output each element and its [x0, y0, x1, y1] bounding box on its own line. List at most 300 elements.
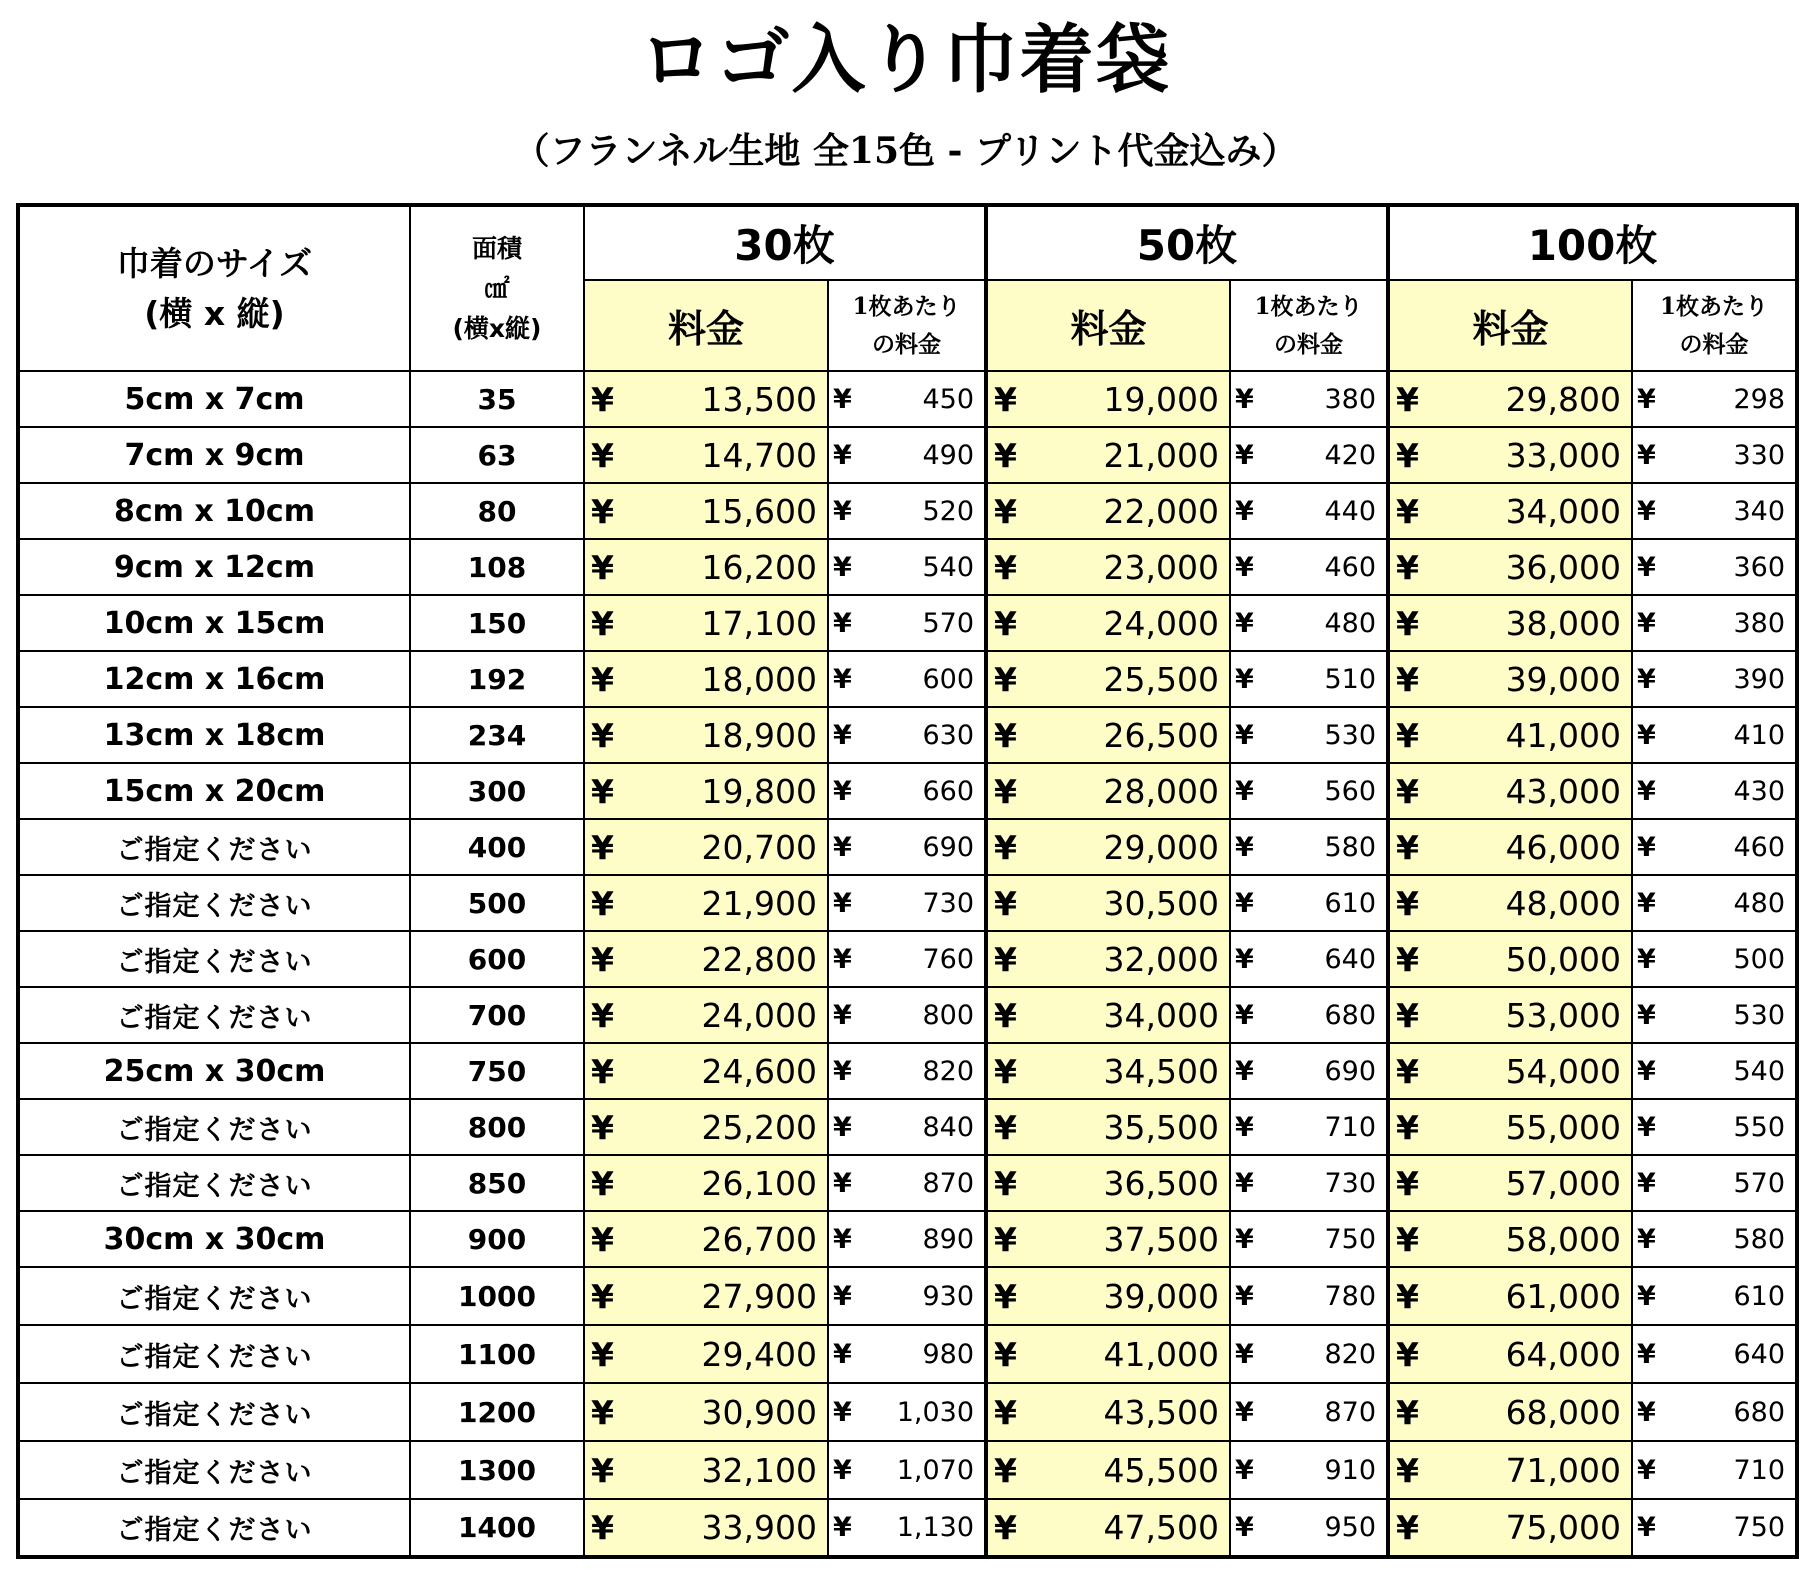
yen-symbol: ¥	[994, 491, 1017, 531]
cell-unit-price-30	[828, 1099, 986, 1155]
fee-value: 18,000	[701, 659, 817, 699]
header-area-line2: ㎠	[484, 273, 510, 303]
yen-symbol: ¥	[994, 715, 1017, 755]
fee-value: 26,700	[701, 1219, 817, 1259]
cell-fee-30	[584, 819, 828, 875]
cell-area: 300	[410, 763, 584, 819]
cell-size: 15cm x 20cm	[18, 763, 410, 819]
cell-fee-30	[584, 539, 828, 595]
cell-fee-50	[986, 1441, 1230, 1499]
cell-unit-price-50	[1230, 1211, 1388, 1267]
cell-area: 1000	[410, 1267, 584, 1325]
cell-unit-price-30	[828, 819, 986, 875]
fee-value: 16,200	[701, 547, 817, 587]
unit-price-value: 1,030	[896, 1396, 975, 1428]
unit-price-value: 840	[922, 1111, 975, 1143]
table-row	[18, 539, 1797, 595]
yen-symbol: ¥	[833, 831, 852, 863]
cell-area: 850	[410, 1155, 584, 1211]
yen-symbol: ¥	[591, 827, 614, 867]
cell-fee-50	[986, 371, 1230, 427]
yen-symbol: ¥	[591, 1163, 614, 1203]
yen-symbol: ¥	[591, 1450, 614, 1490]
fee-value: 53,000	[1505, 995, 1622, 1035]
fee-value: 34,500	[1103, 1051, 1220, 1091]
header-size-line1: 巾着のサイズ	[116, 243, 313, 283]
unit-price-value: 610	[1733, 1280, 1786, 1312]
unit-price-value: 550	[1733, 1111, 1786, 1143]
unit-price-value: 640	[1324, 943, 1377, 975]
yen-symbol: ¥	[1396, 379, 1419, 419]
yen-symbol: ¥	[1396, 1219, 1419, 1259]
cell-fee-50	[986, 427, 1230, 483]
yen-symbol: ¥	[833, 1167, 852, 1199]
cell-fee-100	[1388, 1211, 1632, 1267]
yen-symbol: ¥	[1396, 659, 1419, 699]
unit-price-value: 730	[922, 887, 975, 919]
table-row	[18, 819, 1797, 875]
cell-unit-price-50	[1230, 595, 1388, 651]
cell-fee-100	[1388, 1499, 1632, 1557]
cell-unit-price-30	[828, 763, 986, 819]
header-area-line1: 面積	[471, 233, 522, 263]
yen-symbol: ¥	[1235, 1396, 1254, 1428]
yen-symbol: ¥	[1637, 439, 1656, 471]
fee-value: 36,500	[1103, 1163, 1220, 1203]
cell-unit-price-30	[828, 427, 986, 483]
yen-symbol: ¥	[1235, 551, 1254, 583]
cell-fee-30	[584, 1499, 828, 1557]
yen-symbol: ¥	[1235, 1167, 1254, 1199]
yen-symbol: ¥	[1235, 1111, 1254, 1143]
unit-price-value: 680	[1733, 1396, 1786, 1428]
fee-value: 32,100	[701, 1450, 817, 1490]
yen-symbol: ¥	[833, 1512, 852, 1543]
cell-unit-price-100	[1632, 483, 1797, 539]
cell-area: 1200	[410, 1383, 584, 1441]
yen-symbol: ¥	[994, 1334, 1017, 1374]
cell-unit-price-30	[828, 651, 986, 707]
yen-symbol: ¥	[1637, 1280, 1656, 1312]
fee-value: 25,500	[1103, 659, 1220, 699]
cell-unit-price-50	[1230, 651, 1388, 707]
yen-symbol: ¥	[1396, 715, 1419, 755]
table-row	[18, 1043, 1797, 1099]
yen-symbol: ¥	[1235, 831, 1254, 863]
cell-fee-50	[986, 1043, 1230, 1099]
yen-symbol: ¥	[591, 379, 614, 419]
fee-value: 30,900	[701, 1392, 817, 1432]
fee-value: 41,000	[1103, 1334, 1220, 1374]
table-row	[18, 1325, 1797, 1383]
header-unit-100	[1632, 280, 1797, 371]
cell-fee-30	[584, 1043, 828, 1099]
yen-symbol: ¥	[1637, 1223, 1656, 1255]
yen-symbol: ¥	[1235, 1512, 1254, 1543]
cell-fee-100	[1388, 707, 1632, 763]
cell-unit-price-30	[828, 1325, 986, 1383]
fee-value: 36,000	[1505, 547, 1622, 587]
table-row	[18, 707, 1797, 763]
yen-symbol: ¥	[1637, 719, 1656, 751]
cell-fee-100	[1388, 1099, 1632, 1155]
header-qty-100: 100枚	[1388, 205, 1797, 280]
yen-symbol: ¥	[1396, 547, 1419, 587]
cell-unit-price-100	[1632, 1155, 1797, 1211]
cell-size: ご指定ください	[18, 931, 410, 987]
fee-value: 43,500	[1103, 1392, 1220, 1432]
cell-fee-30	[584, 1211, 828, 1267]
cell-fee-30	[584, 707, 828, 763]
header-fee-100: 料金	[1388, 280, 1632, 371]
yen-symbol: ¥	[591, 1107, 614, 1147]
cell-unit-price-100	[1632, 987, 1797, 1043]
table-row	[18, 931, 1797, 987]
unit-price-value: 330	[1733, 439, 1786, 471]
cell-unit-price-30	[828, 539, 986, 595]
cell-size: ご指定ください	[18, 1383, 410, 1441]
cell-unit-price-50	[1230, 1499, 1388, 1557]
cell-size: ご指定ください	[18, 1267, 410, 1325]
cell-unit-price-50	[1230, 1155, 1388, 1211]
fee-value: 39,000	[1505, 659, 1622, 699]
yen-symbol: ¥	[1396, 1334, 1419, 1374]
fee-value: 27,900	[701, 1276, 817, 1316]
cell-fee-30	[584, 483, 828, 539]
unit-price-value: 490	[922, 439, 975, 471]
unit-price-value: 530	[1324, 719, 1377, 751]
yen-symbol: ¥	[833, 439, 852, 471]
cell-size: 9cm x 12cm	[18, 539, 410, 595]
fee-value: 24,000	[701, 995, 817, 1035]
cell-fee-50	[986, 1325, 1230, 1383]
cell-fee-50	[986, 1099, 1230, 1155]
yen-symbol: ¥	[994, 659, 1017, 699]
fee-value: 13,500	[701, 379, 817, 419]
table-row	[18, 1441, 1797, 1499]
cell-fee-50	[986, 763, 1230, 819]
yen-symbol: ¥	[1396, 1392, 1419, 1432]
unit-price-value: 660	[922, 775, 975, 807]
cell-unit-price-100	[1632, 1043, 1797, 1099]
yen-symbol: ¥	[994, 435, 1017, 475]
table-row	[18, 371, 1797, 427]
unit-price-value: 460	[1733, 831, 1786, 863]
fee-value: 17,100	[701, 603, 817, 643]
cell-area: 80	[410, 483, 584, 539]
cell-area: 400	[410, 819, 584, 875]
yen-symbol: ¥	[1637, 775, 1656, 807]
cell-fee-100	[1388, 931, 1632, 987]
unit-price-value: 480	[1324, 607, 1377, 639]
unit-price-value: 910	[1324, 1454, 1377, 1486]
table-row	[18, 595, 1797, 651]
cell-size: ご指定ください	[18, 1441, 410, 1499]
cell-unit-price-100	[1632, 371, 1797, 427]
fee-value: 14,700	[701, 435, 817, 475]
cell-unit-price-100	[1632, 1499, 1797, 1557]
cell-size: ご指定ください	[18, 1099, 410, 1155]
cell-size: ご指定ください	[18, 1325, 410, 1383]
yen-symbol: ¥	[994, 547, 1017, 587]
cell-size: ご指定ください	[18, 819, 410, 875]
cell-size: 7cm x 9cm	[18, 427, 410, 483]
cell-fee-100	[1388, 483, 1632, 539]
yen-symbol: ¥	[1396, 995, 1419, 1035]
cell-unit-price-100	[1632, 1383, 1797, 1441]
price-table	[16, 203, 1799, 1559]
unit-price-value: 690	[1324, 1055, 1377, 1087]
unit-price-value: 298	[1733, 383, 1786, 415]
cell-unit-price-30	[828, 1155, 986, 1211]
cell-area: 500	[410, 875, 584, 931]
cell-unit-price-50	[1230, 1383, 1388, 1441]
yen-symbol: ¥	[591, 659, 614, 699]
unit-price-value: 510	[1324, 663, 1377, 695]
unit-price-value: 460	[1324, 551, 1377, 583]
yen-symbol: ¥	[1235, 1338, 1254, 1370]
yen-symbol: ¥	[1396, 491, 1419, 531]
fee-value: 33,000	[1505, 435, 1622, 475]
cell-unit-price-100	[1632, 651, 1797, 707]
fee-value: 30,500	[1103, 883, 1220, 923]
unit-price-value: 710	[1324, 1111, 1377, 1143]
yen-symbol: ¥	[994, 1392, 1017, 1432]
cell-unit-price-100	[1632, 1099, 1797, 1155]
price-table-body	[18, 371, 1797, 1557]
yen-symbol: ¥	[994, 603, 1017, 643]
fee-value: 19,800	[701, 771, 817, 811]
yen-symbol: ¥	[1637, 943, 1656, 975]
fee-value: 23,000	[1103, 547, 1220, 587]
cell-size: 25cm x 30cm	[18, 1043, 410, 1099]
yen-symbol: ¥	[591, 883, 614, 923]
cell-fee-30	[584, 931, 828, 987]
fee-value: 57,000	[1505, 1163, 1622, 1203]
yen-symbol: ¥	[833, 383, 852, 415]
fee-value: 18,900	[701, 715, 817, 755]
cell-size: 10cm x 15cm	[18, 595, 410, 651]
yen-symbol: ¥	[1637, 831, 1656, 863]
table-row	[18, 763, 1797, 819]
yen-symbol: ¥	[833, 1280, 852, 1312]
fee-value: 38,000	[1505, 603, 1622, 643]
yen-symbol: ¥	[1637, 1338, 1656, 1370]
cell-size: ご指定ください	[18, 875, 410, 931]
fee-value: 20,700	[701, 827, 817, 867]
unit-price-value: 520	[922, 495, 975, 527]
cell-fee-50	[986, 1211, 1230, 1267]
cell-fee-30	[584, 371, 828, 427]
fee-value: 43,000	[1505, 771, 1622, 811]
unit-price-value: 340	[1733, 495, 1786, 527]
header-unit-line1: 1枚あたり	[1660, 292, 1769, 320]
cell-unit-price-30	[828, 1211, 986, 1267]
cell-unit-price-100	[1632, 1325, 1797, 1383]
yen-symbol: ¥	[591, 1276, 614, 1316]
unit-price-value: 570	[1733, 1167, 1786, 1199]
yen-symbol: ¥	[833, 1396, 852, 1428]
table-row	[18, 427, 1797, 483]
yen-symbol: ¥	[833, 999, 852, 1031]
fee-value: 54,000	[1505, 1051, 1622, 1091]
fee-value: 61,000	[1505, 1276, 1622, 1316]
fee-value: 35,500	[1103, 1107, 1220, 1147]
cell-fee-100	[1388, 1267, 1632, 1325]
yen-symbol: ¥	[1235, 439, 1254, 471]
header-area-line3: (横x縦)	[452, 313, 542, 343]
cell-fee-30	[584, 1155, 828, 1211]
cell-fee-30	[584, 1267, 828, 1325]
cell-fee-100	[1388, 1441, 1632, 1499]
cell-area: 1400	[410, 1499, 584, 1557]
yen-symbol: ¥	[994, 1450, 1017, 1490]
yen-symbol: ¥	[1235, 383, 1254, 415]
yen-symbol: ¥	[994, 939, 1017, 979]
cell-unit-price-50	[1230, 1325, 1388, 1383]
cell-unit-price-30	[828, 1383, 986, 1441]
unit-price-value: 820	[922, 1055, 975, 1087]
unit-price-value: 410	[1733, 719, 1786, 751]
unit-price-value: 570	[922, 607, 975, 639]
cell-fee-30	[584, 1383, 828, 1441]
cell-area: 192	[410, 651, 584, 707]
fee-value: 34,000	[1103, 995, 1220, 1035]
yen-symbol: ¥	[1396, 1163, 1419, 1203]
header-size	[18, 205, 410, 371]
cell-fee-100	[1388, 1155, 1632, 1211]
cell-unit-price-30	[828, 707, 986, 763]
yen-symbol: ¥	[994, 827, 1017, 867]
yen-symbol: ¥	[591, 1219, 614, 1259]
unit-price-value: 760	[922, 943, 975, 975]
cell-unit-price-50	[1230, 1099, 1388, 1155]
cell-unit-price-30	[828, 931, 986, 987]
yen-symbol: ¥	[591, 1508, 614, 1547]
yen-symbol: ¥	[1396, 435, 1419, 475]
unit-price-value: 950	[1324, 1512, 1377, 1543]
unit-price-value: 480	[1733, 887, 1786, 919]
cell-size: 13cm x 18cm	[18, 707, 410, 763]
cell-unit-price-50	[1230, 1267, 1388, 1325]
yen-symbol: ¥	[994, 1163, 1017, 1203]
cell-fee-100	[1388, 763, 1632, 819]
cell-unit-price-100	[1632, 763, 1797, 819]
unit-price-value: 440	[1324, 495, 1377, 527]
cell-area: 1100	[410, 1325, 584, 1383]
cell-unit-price-50	[1230, 819, 1388, 875]
cell-fee-50	[986, 651, 1230, 707]
cell-area: 700	[410, 987, 584, 1043]
yen-symbol: ¥	[1637, 1454, 1656, 1486]
fee-value: 68,000	[1505, 1392, 1622, 1432]
cell-area: 750	[410, 1043, 584, 1099]
unit-price-value: 380	[1733, 607, 1786, 639]
table-row	[18, 1099, 1797, 1155]
unit-price-value: 580	[1733, 1223, 1786, 1255]
cell-fee-100	[1388, 1325, 1632, 1383]
yen-symbol: ¥	[1235, 1055, 1254, 1087]
cell-area: 108	[410, 539, 584, 595]
table-row	[18, 483, 1797, 539]
yen-symbol: ¥	[994, 995, 1017, 1035]
cell-size: ご指定ください	[18, 1155, 410, 1211]
fee-value: 39,000	[1103, 1276, 1220, 1316]
cell-size: 8cm x 10cm	[18, 483, 410, 539]
yen-symbol: ¥	[591, 435, 614, 475]
unit-price-value: 930	[922, 1280, 975, 1312]
unit-price-value: 730	[1324, 1167, 1377, 1199]
unit-price-value: 630	[922, 719, 975, 751]
cell-fee-30	[584, 875, 828, 931]
cell-fee-100	[1388, 651, 1632, 707]
table-row	[18, 1211, 1797, 1267]
yen-symbol: ¥	[833, 495, 852, 527]
cell-fee-50	[986, 483, 1230, 539]
yen-symbol: ¥	[1637, 1055, 1656, 1087]
unit-price-value: 1,070	[896, 1454, 975, 1486]
yen-symbol: ¥	[1235, 1454, 1254, 1486]
table-row	[18, 1155, 1797, 1211]
cell-fee-50	[986, 1267, 1230, 1325]
cell-unit-price-50	[1230, 1043, 1388, 1099]
yen-symbol: ¥	[1637, 495, 1656, 527]
cell-unit-price-30	[828, 483, 986, 539]
yen-symbol: ¥	[994, 379, 1017, 419]
fee-value: 37,500	[1103, 1219, 1220, 1259]
cell-unit-price-50	[1230, 931, 1388, 987]
yen-symbol: ¥	[1235, 1280, 1254, 1312]
yen-symbol: ¥	[1235, 943, 1254, 975]
fee-value: 41,000	[1505, 715, 1622, 755]
table-row	[18, 1267, 1797, 1325]
cell-size: ご指定ください	[18, 987, 410, 1043]
yen-symbol: ¥	[1235, 495, 1254, 527]
yen-symbol: ¥	[591, 1334, 614, 1374]
yen-symbol: ¥	[1396, 1051, 1419, 1091]
header-area	[410, 205, 584, 371]
fee-value: 26,100	[701, 1163, 817, 1203]
yen-symbol: ¥	[1235, 607, 1254, 639]
cell-fee-100	[1388, 1043, 1632, 1099]
cell-area: 600	[410, 931, 584, 987]
fee-value: 64,000	[1505, 1334, 1622, 1374]
fee-value: 22,000	[1103, 491, 1220, 531]
yen-symbol: ¥	[833, 775, 852, 807]
yen-symbol: ¥	[1235, 887, 1254, 919]
cell-unit-price-50	[1230, 539, 1388, 595]
unit-price-value: 680	[1324, 999, 1377, 1031]
yen-symbol: ¥	[1637, 383, 1656, 415]
yen-symbol: ¥	[994, 883, 1017, 923]
fee-value: 24,600	[701, 1051, 817, 1091]
fee-value: 47,500	[1103, 1508, 1220, 1547]
unit-price-value: 640	[1733, 1338, 1786, 1370]
unit-price-value: 820	[1324, 1338, 1377, 1370]
yen-symbol: ¥	[591, 547, 614, 587]
unit-price-value: 890	[922, 1223, 975, 1255]
cell-unit-price-30	[828, 1043, 986, 1099]
cell-unit-price-100	[1632, 539, 1797, 595]
yen-symbol: ¥	[1396, 603, 1419, 643]
cell-fee-30	[584, 595, 828, 651]
cell-fee-50	[986, 875, 1230, 931]
cell-unit-price-100	[1632, 1267, 1797, 1325]
cell-fee-100	[1388, 539, 1632, 595]
cell-size: 30cm x 30cm	[18, 1211, 410, 1267]
cell-fee-50	[986, 819, 1230, 875]
yen-symbol: ¥	[1396, 1450, 1419, 1490]
